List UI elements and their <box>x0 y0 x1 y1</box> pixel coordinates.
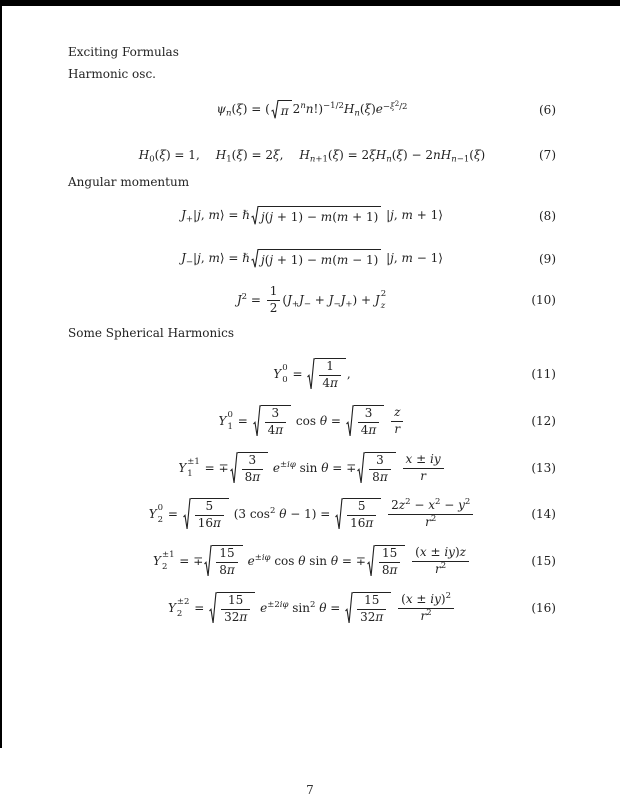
equation-formula: Y 0 0 = $\frac{1}{4\pi}$ , <box>273 358 351 390</box>
equation-number: (14) <box>531 507 556 521</box>
equation-formula: $J_-|j$, m⟩ = ℏ j(j + 1) − m(m − 1) |j, m − 1⟩ <box>181 249 443 268</box>
equation-13 <box>68 445 556 491</box>
equation-number: (11) <box>531 367 556 381</box>
section-heading-spherical-harmonics: Some Spherical Harmonics <box>68 326 234 340</box>
equation-formula: $H_0(\xi) = 1$, $H_1(\xi) = 2\xi$, $H_{n+1}(\xi) = 2\xi H_n(\xi) - 2nH_{n-1}(\xi)$ <box>138 148 486 165</box>
equation-15 <box>68 538 556 584</box>
equation-number: (13) <box>531 461 556 475</box>
page-number: 7 <box>306 783 314 797</box>
equation-formula: Y 0 2 = $\frac{5}{16\pi}$ (3 $\cos^2 \theta - 1$) = $\frac{5}{16\pi}$ $\frac{2z^2 - x^2 - y^2}{r^2}$ <box>149 498 476 531</box>
equation-formula: Y ±1 1 = ∓ $\frac{3}{8\pi}$ $e^{\pm i\varphi}$ sin θ = ∓ $\frac{3}{8\pi}$ $\frac{x \pm iy}{r}$ <box>178 452 445 485</box>
equation-7 <box>68 137 556 173</box>
equation-number: (8) <box>539 209 556 223</box>
equation-9 <box>68 239 556 279</box>
equation-formula: $\psi_n(\xi)$ = ( π $2^nn!)^{-1/2}H_n(\xi)e^{-\xi^2/2}$ <box>216 99 408 119</box>
equation-10 <box>68 279 556 321</box>
equation-16 <box>68 585 556 631</box>
equation-formula: Y ±2 2 = $\frac{15}{32\pi}$ $e^{\pm 2i\varphi}$ $\sin^2 \theta$ = $\frac{15}{32\pi}$ $\frac{(x \pm iy)^2}{r^2}$ <box>168 592 456 625</box>
equation-11 <box>68 351 556 397</box>
equation-formula: Y 0 1 = $\frac{3}{4\pi}$ cos θ = $\frac{3}{4\pi}$ $\frac{z}{r}$ <box>219 405 406 438</box>
equation-formula: $J^2$ = $\frac{1}{2}$ $(J_+J_- + J_-J_+) + J$ 2 z <box>236 283 387 315</box>
page-title: Exciting Formulas <box>68 45 179 59</box>
equation-number: (6) <box>539 103 556 117</box>
equation-number: (16) <box>531 601 556 615</box>
equation-formula: Y ±1 2 = ∓ $\frac{15}{8\pi}$ $e^{\pm i\varphi}$ cos θ sin θ = ∓ $\frac{15}{8\pi}$ $\frac{(x \pm iy)z}{r^2}$ <box>153 545 471 578</box>
equation-12 <box>68 398 556 444</box>
equation-6 <box>68 91 556 129</box>
equation-number: (12) <box>531 414 556 428</box>
equation-number: (7) <box>539 148 556 162</box>
equation-number: (9) <box>539 252 556 266</box>
section-heading-harmonic-osc: Harmonic osc. <box>68 67 156 81</box>
equation-8 <box>68 196 556 236</box>
equation-14 <box>68 491 556 537</box>
equation-number: (15) <box>531 554 556 568</box>
equation-formula: $J_+|j$, m⟩ = ℏ j(j + 1) − m(m + 1) |j, m + 1⟩ <box>181 206 443 225</box>
section-heading-angular-momentum: Angular momentum <box>68 175 190 189</box>
equation-number: (10) <box>531 293 556 307</box>
